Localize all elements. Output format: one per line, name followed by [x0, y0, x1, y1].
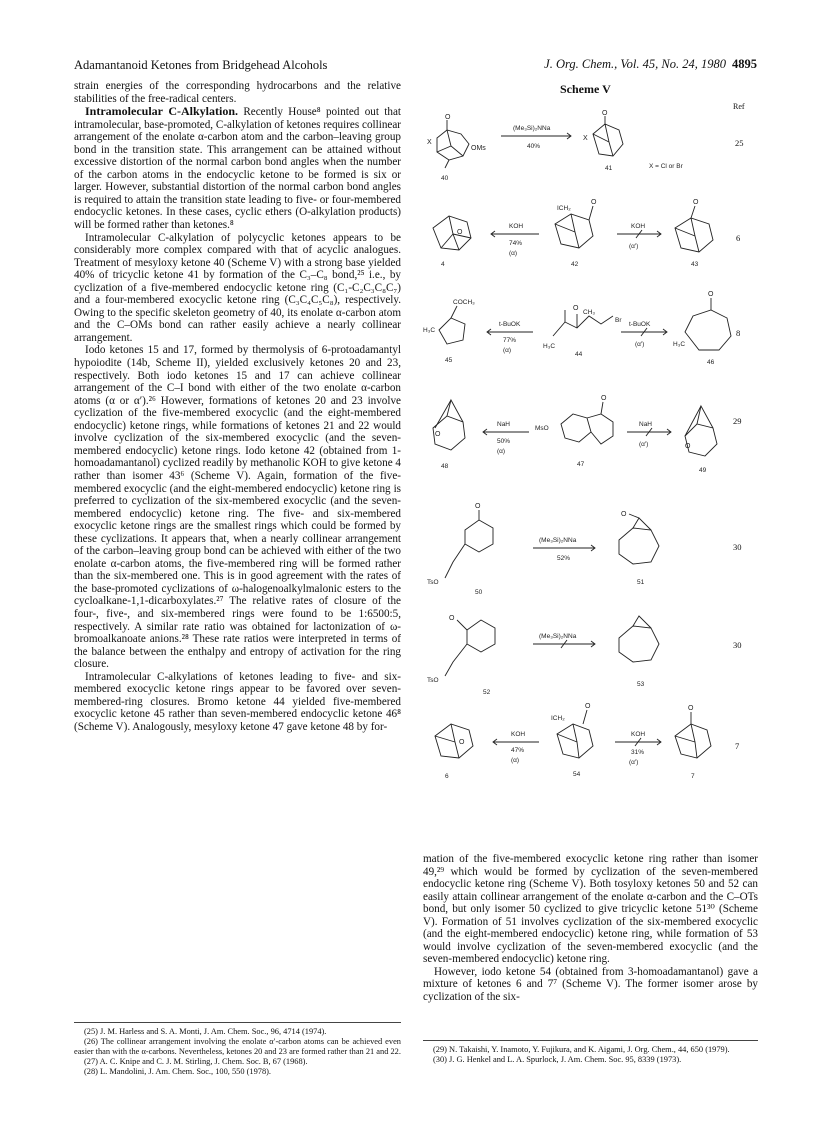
- ref-r2: 6: [736, 233, 741, 243]
- footnote-27: (27) A. C. Knipe and C. J. M. Stirling, J. Chem. Soc. B, 67 (1968).: [84, 1057, 308, 1066]
- journal-citation: [544, 57, 757, 72]
- structure-51: [619, 511, 659, 586]
- paragraph-1: [74, 105, 401, 231]
- methyl-mid: CH₃: [583, 309, 596, 316]
- svg-text:O: O: [601, 395, 607, 402]
- paragraph-0: strain energies of the corresponding hydrocarbons and the relative stabilities of the free-radical centers.: [74, 80, 401, 105]
- oms-label: OMs: [471, 145, 486, 152]
- reagent-r2-left: KOH: [509, 223, 524, 230]
- structure-40: [427, 114, 486, 182]
- svg-text:O: O: [573, 305, 579, 312]
- paragraph-2: Intramolecular C-alkylation of polycyclic ketones appears to be considerably more complex compared with that of acyclic analogues. Treatment of mesyloxy ketone 40 (Scheme V) with a strong base yielded 40% of tricyclic ketone 41 by formation of the C₃–C₈ bond,²⁵ i.e., by cyclization of a five-membered endocyclic ketone ring (C₁-C₂C₃C₈C₇) and a four-membered exocyclic ketone ring (C₃C₄C₅C₈), respectively. Owing to the specific skeleton geometry of 40, its enolate α-carbon atom and the C–OMs bond can rather easily achieve a nearly collinear arrangement.: [74, 231, 401, 344]
- yield-r7-left: 47%: [511, 747, 525, 754]
- yield-r7-right: 31%: [631, 749, 645, 756]
- alpha-r7-left: (α): [511, 757, 520, 764]
- alpha-r4-left: (α): [497, 448, 506, 455]
- acetyl-label: COCH₃: [453, 299, 475, 306]
- section-title: Intramolecular C-Alkylation.: [85, 104, 238, 119]
- label-45: 45: [445, 357, 453, 364]
- tso-label-50: TsO: [427, 579, 439, 586]
- footnote-28: (28) L. Mandolini, J. Am. Chem. Soc., 100, 550 (1978).: [84, 1067, 272, 1076]
- ref-header: Ref: [733, 102, 745, 111]
- structure-4: [433, 216, 471, 268]
- label-51: 51: [637, 579, 645, 586]
- icH2-r2: ICH₂: [557, 205, 571, 212]
- footnotes-right: [423, 1040, 758, 1065]
- alpha-r4-right: (α′): [639, 441, 649, 448]
- reagent-r5: (Me₃Si)₂NNa: [539, 537, 577, 544]
- svg-text:O: O: [621, 511, 627, 518]
- svg-text:O: O: [602, 110, 608, 117]
- footnotes-left: [74, 1022, 401, 1077]
- label-47: 47: [577, 461, 585, 468]
- yield-r2-left: 74%: [509, 240, 523, 247]
- alpha-r3-left: (α): [503, 347, 512, 354]
- ref-r3: 8: [736, 328, 741, 338]
- reagent-r3-left: t-BuOK: [499, 321, 521, 328]
- structure-53: [619, 616, 659, 688]
- paragraph-1-text: Recently House⁸ pointed out that intramolecular, base-promoted, C-alkylation of ketones requires collinear arrangement of the enolate α-carbon atom and the carbon–leaving group bond in the transition state. This arrangement can be attained without excessive distortion of the normal carbon bond angles when the number of the carbon atoms in the endocyclic ketone to be formed is six or larger. However, substantial distortion of the normal carbon bond angles is required to attain the transition state leading to five- or four-membered endocyclic ketones. In these cases, cyclic ethers (O-alkylation products) will be formed rather than ketones.⁸: [74, 106, 401, 232]
- paragraph-4: Intramolecular C-alkylations of ketones leading to five- and six-membered exocyclic ketone rings appear to be favored over seven-membered-ring closures. Bromo ketone 44 yielded five-membered exocyclic ketone 45 rather than seven-membered endocyclic ketone 46⁸ (Scheme V). Analogously, mesyloxy ketone 47 gave ketone 48 by for-: [74, 670, 401, 733]
- structure-43: [675, 199, 713, 268]
- right-column: [423, 853, 758, 1004]
- structure-45: [423, 299, 475, 364]
- journal-name: J. Org. Chem., Vol. 45, No. 24, 1980: [544, 57, 726, 71]
- mso-label: MsO: [535, 425, 549, 432]
- svg-text:O: O: [585, 703, 591, 710]
- ref-r7: 7: [735, 741, 740, 751]
- structure-6: [435, 724, 473, 780]
- structure-41: [583, 110, 623, 172]
- ref-r1: 25: [735, 138, 744, 148]
- label-40: 40: [441, 175, 449, 182]
- ref-r4: 29: [733, 416, 742, 426]
- reagent-r3-right: t-BuOK: [629, 321, 651, 328]
- label-50: 50: [475, 589, 483, 596]
- tso-label-52: TsO: [427, 677, 439, 684]
- paragraph-r2: However, iodo ketone 54 (obtained from 3-homoadamantanol) gave a mixture of ketones 6 and 7⁷ (Scheme V). The former isomer arose by cyclization of the six-: [423, 965, 758, 1004]
- structure-49: [685, 406, 717, 474]
- structure-46: [673, 291, 731, 366]
- ref-r6: 30: [733, 640, 742, 650]
- label-48: 48: [441, 463, 449, 470]
- paragraph-r1: mation of the five-membered exocyclic ketone ring rather than isomer 49,²⁹ which would be formed by cyclization of the seven-membered endocyclic ketone ring (Scheme V). Both tosyloxy ketones 50 and 52 can easily attain collinear arrangement of the enolate α-carbon and the C–OTs bond, but only isomer 50 cyclized to give tricyclic ketone 51³⁰ (Scheme V). Formation of 51 involves cyclization of the six-membered exocyclic (and the eight-membered endocyclic) ketone ring, while formation of 53 would involve cyclization of the seven-membered exocyclic (and the seven-membered endocyclic) ketone ring.: [423, 853, 758, 966]
- page-number: 4895: [732, 57, 757, 71]
- label-43: 43: [691, 261, 699, 268]
- alpha-r7-right: (α′): [629, 759, 639, 766]
- structure-54: [551, 703, 593, 778]
- yield-r3-left: 77%: [503, 337, 517, 344]
- svg-text:O: O: [591, 199, 597, 206]
- svg-text:O: O: [688, 705, 694, 712]
- svg-text:O: O: [459, 739, 465, 746]
- label-42: 42: [571, 261, 579, 268]
- paragraph-3: Iodo ketones 15 and 17, formed by thermolysis of 6-protoadamantyl hypoiodite (14b, Scheme II), yielded exclusively ketones 20 and 23, respectively. Both iodo ketones 15 and 17 can achieve collinear arrangement of the C–I bond with either of the two enolate α-carbon atoms (α or α′).²⁶ However, formations of ketones 20 and 23 involve cyclization of the five-membered exocyclic (and the eight-membered endocyclic) ketone rings, while formations of ketones 21 and 22 would involve cyclization of the six-membered exocyclic (and the seven-membered endocyclic) ketone rings. Iodo ketone 42 (obtained from 1-homoadamantanol) cyclized readily by methanolic KOH to give ketone 4 rather than isomer 43⁶ (Scheme V). Again, formation of the five-membered exocyclic (and the eight-membered endocyclic) ketone ring is preferred to cyclization of the six-membered exocyclic (and the seven-membered endocyclic) ketone ring. The five- and six-membered exocyclic ketone rings are the smallest rings which could be formed by these cyclizations. It appears that, when a nearly collinear arrangement of the carbon–leaving group bond can be achieved with either of the two enolate α-carbon atoms, the five-membered ring will be formed rather than the six-membered one. This is in good agreement with the rates of the base-promoted cyclizations of ω-halogenoalkylmalonic esters to the cycloalkane-1,1-dicarboxylates.²⁷ The relative rates of closure of the four-, five-, and six-membered rings were found to be 1:6500:5, respectively. A similar rate ratio was obtained for lactonization of ω-bromoalkanoate anions.²⁸ These rate ratios were interpreted in terms of the balance between the enthalpy and entropy of activation for the ring closure.: [74, 344, 401, 671]
- x-label-40: X: [427, 139, 432, 146]
- svg-text:O: O: [685, 443, 691, 450]
- yield-r4-left: 50%: [497, 438, 511, 445]
- alpha-r3-right: (α′): [635, 341, 645, 348]
- structure-44: [543, 305, 622, 358]
- methyl-label-46: H₃C: [673, 341, 686, 348]
- svg-text:O: O: [457, 229, 463, 236]
- svg-text:O: O: [693, 199, 699, 206]
- structure-42: [555, 199, 597, 268]
- scheme-title: Scheme V: [560, 82, 611, 96]
- reagent-r4-right: NaH: [639, 421, 653, 428]
- structure-48: [433, 400, 465, 470]
- yield-r5: 52%: [557, 555, 571, 562]
- yield-r1: 40%: [527, 143, 541, 150]
- footnote-25: (25) J. M. Harless and S. A. Monti, J. Am. Chem. Soc., 96, 4714 (1974).: [84, 1027, 327, 1036]
- footnote-29: (29) N. Takaishi, Y. Inamoto, Y. Fujikura, and K. Aigami, J. Org. Chem., 44, 650 (1979).: [433, 1045, 730, 1054]
- label-46: 46: [707, 359, 715, 366]
- alpha-r2-right: (α′): [629, 243, 639, 250]
- structure-47: [535, 395, 613, 468]
- svg-text:O: O: [445, 114, 451, 121]
- label-44: 44: [575, 351, 583, 358]
- label-49: 49: [699, 467, 707, 474]
- icH2-r7: ICH₂: [551, 715, 565, 722]
- x-label-41: X: [583, 135, 588, 142]
- alpha-r2-left: (α): [509, 250, 518, 257]
- reagent-r6: (Me₃Si)₂NNa: [539, 633, 577, 640]
- reagent-r7-left: KOH: [511, 731, 526, 738]
- structure-52: [427, 615, 495, 696]
- label-41: 41: [605, 165, 613, 172]
- bromo-label: Br: [615, 317, 622, 324]
- label-6: 6: [445, 773, 449, 780]
- scheme-v-diagram: [423, 110, 743, 790]
- left-column: [74, 80, 401, 733]
- reagent-r7-right: KOH: [631, 731, 646, 738]
- running-title: Adamantanoid Ketones from Bridgehead Alcohols: [74, 58, 328, 72]
- svg-text:O: O: [435, 431, 441, 438]
- label-52: 52: [483, 689, 491, 696]
- reagent-r1: (Me₃Si)₂NNa: [513, 125, 551, 132]
- label-7: 7: [691, 773, 695, 780]
- footnote-30: (30) J. G. Henkel and L. A. Spurlock, J. Am. Chem. Soc. 95, 8339 (1973).: [433, 1055, 682, 1064]
- reagent-r4-left: NaH: [497, 421, 511, 428]
- methyl-label-44: H₃C: [543, 343, 556, 350]
- structure-50: [427, 503, 493, 596]
- label-4: 4: [441, 261, 445, 268]
- svg-text:O: O: [449, 615, 455, 622]
- note-x: X = Cl or Br: [649, 163, 683, 170]
- label-54: 54: [573, 771, 581, 778]
- ref-r5: 30: [733, 542, 742, 552]
- methyl-label-45: H₃C: [423, 327, 436, 334]
- svg-text:O: O: [708, 291, 714, 298]
- svg-text:O: O: [475, 503, 481, 510]
- label-53: 53: [637, 681, 645, 688]
- structure-7: [675, 705, 711, 780]
- footnote-26: (26) The collinear arrangement involving the enolate α′-carbon atoms can be achieved even easier than with the α-carbons. Nevertheless, ketones 20 and 23 are formed rather than 21 and 22.: [74, 1037, 401, 1056]
- reagent-r2-right: KOH: [631, 223, 646, 230]
